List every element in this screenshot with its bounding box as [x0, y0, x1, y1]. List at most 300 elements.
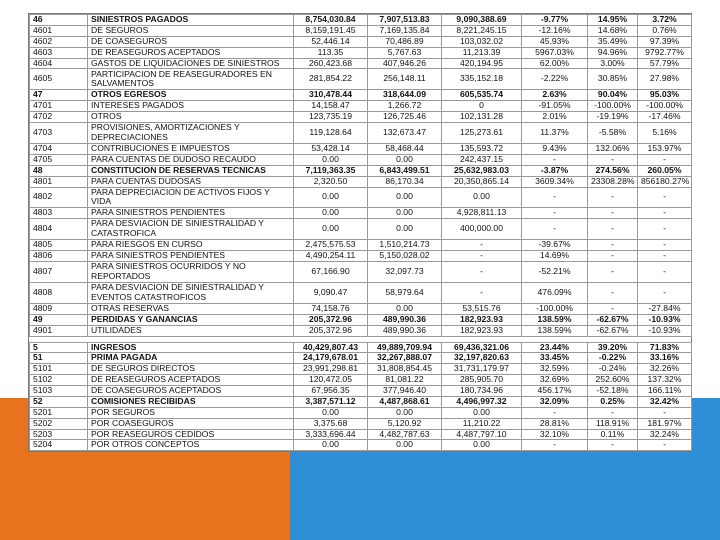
table-row: [30, 15, 692, 26]
account-name-cell: OTROS EGRESOS: [88, 90, 294, 101]
table-row: [30, 176, 692, 187]
value-col1-cell: 67,166.90: [294, 261, 368, 282]
pct-col1-cell: 32.69%: [522, 375, 588, 386]
pct-col1-cell: 3609.34%: [522, 176, 588, 187]
pct-col1-cell: 28.81%: [522, 418, 588, 429]
pct-col2-cell: 14.68%: [588, 25, 638, 36]
account-code-cell: 48: [30, 165, 88, 176]
account-code-cell: 4701: [30, 101, 88, 112]
pct-col2-cell: 0.11%: [588, 429, 638, 440]
value-col2-cell: 7,907,513.83: [368, 15, 442, 26]
pct-col1-cell: -: [522, 208, 588, 219]
value-col2-cell: 0.00: [368, 303, 442, 314]
account-code-cell: 4601: [30, 25, 88, 36]
pct-col3-cell: 27.98%: [638, 69, 692, 90]
table-row: [30, 165, 692, 176]
account-code-cell: 4801: [30, 176, 88, 187]
pct-col3-cell: 33.16%: [638, 353, 692, 364]
value-col1-cell: 0.00: [294, 187, 368, 208]
pct-col3-cell: 9792.77%: [638, 47, 692, 58]
value-col2-cell: 5,150,028.02: [368, 251, 442, 262]
pct-col1-cell: -100.00%: [522, 303, 588, 314]
pct-col1-cell: 138.59%: [522, 314, 588, 325]
value-col1-cell: 3,375.68: [294, 418, 368, 429]
table-row: [30, 407, 692, 418]
pct-col1-cell: 5967.03%: [522, 47, 588, 58]
table-row: [30, 396, 692, 407]
pct-col2-cell: 94.96%: [588, 47, 638, 58]
pct-col2-cell: 3.00%: [588, 58, 638, 69]
value-col2-cell: 132,673.47: [368, 123, 442, 144]
pct-col2-cell: -62.67%: [588, 314, 638, 325]
value-col2-cell: 0.00: [368, 208, 442, 219]
pct-col1-cell: 14.69%: [522, 251, 588, 262]
account-name-cell: DE COASEGUROS ACEPTADOS: [88, 386, 294, 397]
account-code-cell: 4901: [30, 325, 88, 336]
table-row: [30, 123, 692, 144]
pct-col3-cell: -17.46%: [638, 112, 692, 123]
value-col2-cell: 58,468.44: [368, 144, 442, 155]
pct-col3-cell: -: [638, 282, 692, 303]
account-code-cell: 4805: [30, 240, 88, 251]
financial-table: [29, 14, 692, 451]
pct-col3-cell: -27.84%: [638, 303, 692, 314]
value-col1-cell: 53,428.14: [294, 144, 368, 155]
pct-col1-cell: -3.87%: [522, 165, 588, 176]
pct-col3-cell: -: [638, 407, 692, 418]
pct-col1-cell: 32.59%: [522, 364, 588, 375]
table-row: [30, 364, 692, 375]
pct-col3-cell: -: [638, 208, 692, 219]
account-name-cell: PARA SINIESTROS OCURRIDOS Y NO REPORTADOS: [88, 261, 294, 282]
table-row: [30, 314, 692, 325]
table-row: [30, 69, 692, 90]
value-col3-cell: 0: [442, 101, 522, 112]
value-col2-cell: 86,170.34: [368, 176, 442, 187]
pct-col2-cell: -: [588, 219, 638, 240]
account-name-cell: POR SEGUROS: [88, 407, 294, 418]
pct-col3-cell: 260.05%: [638, 165, 692, 176]
pct-col3-cell: 166.11%: [638, 386, 692, 397]
account-name-cell: INTERESES PAGADOS: [88, 101, 294, 112]
value-col3-cell: 11,210.22: [442, 418, 522, 429]
value-col1-cell: 3,387,571.12: [294, 396, 368, 407]
value-col1-cell: 205,372.96: [294, 325, 368, 336]
pct-col2-cell: -52.18%: [588, 386, 638, 397]
pct-col3-cell: 5.16%: [638, 123, 692, 144]
pct-col1-cell: -: [522, 187, 588, 208]
pct-col3-cell: 856180.27%: [638, 176, 692, 187]
pct-col3-cell: 0.76%: [638, 25, 692, 36]
table-row: [30, 342, 692, 353]
account-code-cell: 4804: [30, 219, 88, 240]
pct-col1-cell: -39.67%: [522, 240, 588, 251]
pct-col2-cell: 132.06%: [588, 144, 638, 155]
value-col1-cell: 9,090.47: [294, 282, 368, 303]
account-name-cell: COMISIONES RECIBIDAS: [88, 396, 294, 407]
value-col3-cell: 125,273.61: [442, 123, 522, 144]
table-row: [30, 25, 692, 36]
table-row: [30, 90, 692, 101]
value-col3-cell: 182,923.93: [442, 314, 522, 325]
account-name-cell: GASTOS DE LIQUIDACIONES DE SINIESTROS: [88, 58, 294, 69]
value-col3-cell: 31,731,179.97: [442, 364, 522, 375]
value-col3-cell: 135,593.72: [442, 144, 522, 155]
value-col2-cell: 126,725.46: [368, 112, 442, 123]
account-name-cell: CONTRIBUCIONES E IMPUESTOS: [88, 144, 294, 155]
value-col3-cell: 335,152.18: [442, 69, 522, 90]
pct-col3-cell: 32.26%: [638, 364, 692, 375]
pct-col1-cell: 32.09%: [522, 396, 588, 407]
account-name-cell: INGRESOS: [88, 342, 294, 353]
value-col2-cell: 5,120.92: [368, 418, 442, 429]
account-name-cell: PARTICIPACION DE REASEGURADORES EN SALVAMENTOS: [88, 69, 294, 90]
account-code-cell: 4807: [30, 261, 88, 282]
account-name-cell: PROVISIONES, AMORTIZACIONES Y DEPRECIACIONES: [88, 123, 294, 144]
value-col2-cell: 489,990.36: [368, 314, 442, 325]
table-row: [30, 418, 692, 429]
value-col2-cell: 0.00: [368, 440, 442, 451]
pct-col3-cell: -: [638, 219, 692, 240]
account-name-cell: PARA SINIESTROS PENDIENTES: [88, 208, 294, 219]
table-row: [30, 154, 692, 165]
pct-col2-cell: -: [588, 303, 638, 314]
value-col2-cell: 1,266.72: [368, 101, 442, 112]
pct-col2-cell: 23308.28%: [588, 176, 638, 187]
value-col1-cell: 310,478.44: [294, 90, 368, 101]
value-col1-cell: 3,333,696.44: [294, 429, 368, 440]
pct-col3-cell: 97.39%: [638, 36, 692, 47]
financial-table-sheet: [28, 13, 692, 452]
value-col1-cell: 0.00: [294, 440, 368, 451]
table-row: [30, 112, 692, 123]
pct-col2-cell: -: [588, 261, 638, 282]
account-name-cell: PERDIDAS Y GANANCIAS: [88, 314, 294, 325]
pct-col1-cell: -: [522, 440, 588, 451]
value-col2-cell: 81,081.22: [368, 375, 442, 386]
account-code-cell: 4702: [30, 112, 88, 123]
table-row: [30, 282, 692, 303]
pct-col3-cell: -: [638, 261, 692, 282]
account-code-cell: 5203: [30, 429, 88, 440]
pct-col2-cell: -62.67%: [588, 325, 638, 336]
table-row: [30, 58, 692, 69]
account-code-cell: 4809: [30, 303, 88, 314]
account-code-cell: 4808: [30, 282, 88, 303]
value-col2-cell: 0.00: [368, 187, 442, 208]
account-code-cell: 4605: [30, 69, 88, 90]
value-col3-cell: 25,632,983.03: [442, 165, 522, 176]
pct-col2-cell: -0.24%: [588, 364, 638, 375]
table-row: [30, 208, 692, 219]
account-name-cell: DE SEGUROS: [88, 25, 294, 36]
pct-col2-cell: -: [588, 282, 638, 303]
pct-col2-cell: 14.95%: [588, 15, 638, 26]
pct-col3-cell: -: [638, 154, 692, 165]
value-col3-cell: -: [442, 251, 522, 262]
value-col1-cell: 260,423.68: [294, 58, 368, 69]
pct-col3-cell: 71.83%: [638, 342, 692, 353]
value-col3-cell: 420,194.95: [442, 58, 522, 69]
account-code-cell: 4703: [30, 123, 88, 144]
table-row: [30, 375, 692, 386]
value-col1-cell: 2,475,575.53: [294, 240, 368, 251]
account-name-cell: DE REASEGUROS ACEPTADOS: [88, 375, 294, 386]
account-name-cell: UTILIDADES: [88, 325, 294, 336]
table-row: [30, 251, 692, 262]
pct-col1-cell: 32.10%: [522, 429, 588, 440]
account-code-cell: 51: [30, 353, 88, 364]
account-code-cell: 5202: [30, 418, 88, 429]
value-col2-cell: 70,486.89: [368, 36, 442, 47]
table-row: [30, 101, 692, 112]
pct-col1-cell: -: [522, 219, 588, 240]
pct-col2-cell: -: [588, 208, 638, 219]
value-col2-cell: 32,097.73: [368, 261, 442, 282]
value-col2-cell: 256,148.11: [368, 69, 442, 90]
value-col2-cell: 0.00: [368, 407, 442, 418]
pct-col2-cell: -: [588, 251, 638, 262]
pct-col3-cell: -: [638, 187, 692, 208]
value-col3-cell: 0.00: [442, 187, 522, 208]
value-col3-cell: 605,535.74: [442, 90, 522, 101]
account-code-cell: 4806: [30, 251, 88, 262]
value-col3-cell: 103,032.02: [442, 36, 522, 47]
pct-col1-cell: -: [522, 407, 588, 418]
value-col3-cell: 69,436,321.06: [442, 342, 522, 353]
table-row: [30, 219, 692, 240]
value-col3-cell: 242,437.15: [442, 154, 522, 165]
value-col2-cell: 318,644.09: [368, 90, 442, 101]
table-row: [30, 353, 692, 364]
account-name-cell: DE COASEGUROS: [88, 36, 294, 47]
account-name-cell: PARA DEPRECIACION DE ACTIVOS FIJOS Y VIDA: [88, 187, 294, 208]
value-col3-cell: -: [442, 240, 522, 251]
pct-col1-cell: 62.00%: [522, 58, 588, 69]
pct-col2-cell: 35.49%: [588, 36, 638, 47]
value-col3-cell: 4,487,797.10: [442, 429, 522, 440]
value-col2-cell: 5,767.63: [368, 47, 442, 58]
value-col3-cell: 9,090,388.69: [442, 15, 522, 26]
pct-col1-cell: -2.22%: [522, 69, 588, 90]
pct-col3-cell: -: [638, 251, 692, 262]
account-name-cell: CONSTITUCION DE RESERVAS TECNICAS: [88, 165, 294, 176]
value-col2-cell: 31,808,854.45: [368, 364, 442, 375]
pct-col2-cell: -: [588, 187, 638, 208]
value-col2-cell: 489,990.36: [368, 325, 442, 336]
account-code-cell: 46: [30, 15, 88, 26]
value-col2-cell: 0.00: [368, 219, 442, 240]
account-code-cell: 47: [30, 90, 88, 101]
pct-col1-cell: 45.93%: [522, 36, 588, 47]
account-name-cell: POR OTROS CONCEPTOS: [88, 440, 294, 451]
value-col2-cell: 49,889,709.94: [368, 342, 442, 353]
account-name-cell: PARA CUENTAS DUDOSAS: [88, 176, 294, 187]
value-col1-cell: 8,159,191.45: [294, 25, 368, 36]
value-col1-cell: 0.00: [294, 208, 368, 219]
value-col1-cell: 23,991,298.81: [294, 364, 368, 375]
pct-col3-cell: -10.93%: [638, 314, 692, 325]
pct-col3-cell: -100.00%: [638, 101, 692, 112]
account-code-cell: 4603: [30, 47, 88, 58]
value-col1-cell: 4,490,254.11: [294, 251, 368, 262]
account-code-cell: 5102: [30, 375, 88, 386]
value-col1-cell: 113.35: [294, 47, 368, 58]
value-col1-cell: 24,179,678.01: [294, 353, 368, 364]
pct-col1-cell: -: [522, 154, 588, 165]
value-col2-cell: 4,487,868.61: [368, 396, 442, 407]
value-col3-cell: 102,131.28: [442, 112, 522, 123]
account-name-cell: OTRAS RESERVAS: [88, 303, 294, 314]
account-name-cell: PARA DESVIACION DE SINIESTRALIDAD Y CATASTROFICA: [88, 219, 294, 240]
pct-col1-cell: 138.59%: [522, 325, 588, 336]
pct-col2-cell: -: [588, 154, 638, 165]
value-col2-cell: 0.00: [368, 154, 442, 165]
pct-col2-cell: -19.19%: [588, 112, 638, 123]
account-name-cell: SINIESTROS PAGADOS: [88, 15, 294, 26]
pct-col3-cell: 32.24%: [638, 429, 692, 440]
table-body: [30, 15, 692, 451]
pct-col1-cell: 9.43%: [522, 144, 588, 155]
pct-col3-cell: 57.79%: [638, 58, 692, 69]
account-name-cell: DE SEGUROS DIRECTOS: [88, 364, 294, 375]
table-row: [30, 303, 692, 314]
value-col1-cell: 0.00: [294, 154, 368, 165]
value-col1-cell: 0.00: [294, 407, 368, 418]
pct-col2-cell: -: [588, 407, 638, 418]
account-code-cell: 49: [30, 314, 88, 325]
value-col3-cell: 4,928,811.13: [442, 208, 522, 219]
pct-col3-cell: 95.03%: [638, 90, 692, 101]
account-name-cell: POR REASEGUROS CEDIDOS: [88, 429, 294, 440]
table-row: [30, 261, 692, 282]
value-col2-cell: 1,510,214.73: [368, 240, 442, 251]
account-code-cell: 5103: [30, 386, 88, 397]
value-col3-cell: 4,496,997.32: [442, 396, 522, 407]
pct-col2-cell: -: [588, 240, 638, 251]
pct-col1-cell: -52.21%: [522, 261, 588, 282]
value-col1-cell: 119,128.64: [294, 123, 368, 144]
pct-col2-cell: 39.20%: [588, 342, 638, 353]
pct-col3-cell: 153.97%: [638, 144, 692, 155]
pct-col2-cell: 274.56%: [588, 165, 638, 176]
table-row: [30, 240, 692, 251]
pct-col2-cell: -5.58%: [588, 123, 638, 144]
account-code-cell: 5201: [30, 407, 88, 418]
value-col1-cell: 7,119,363.35: [294, 165, 368, 176]
table-row: [30, 440, 692, 451]
pct-col2-cell: 90.04%: [588, 90, 638, 101]
value-col2-cell: 58,979.64: [368, 282, 442, 303]
pct-col1-cell: 2.63%: [522, 90, 588, 101]
value-col3-cell: -: [442, 261, 522, 282]
account-name-cell: PARA SINIESTROS PENDIENTES: [88, 251, 294, 262]
value-col1-cell: 0.00: [294, 219, 368, 240]
account-code-cell: 4802: [30, 187, 88, 208]
account-name-cell: PARA CUENTAS DE DUDOSO RECAUDO: [88, 154, 294, 165]
account-name-cell: PRIMA PAGADA: [88, 353, 294, 364]
pct-col3-cell: 181.97%: [638, 418, 692, 429]
pct-col3-cell: 137.32%: [638, 375, 692, 386]
table-row: [30, 144, 692, 155]
value-col3-cell: 8,221,245.15: [442, 25, 522, 36]
table-row: [30, 386, 692, 397]
pct-col1-cell: -9.77%: [522, 15, 588, 26]
pct-col3-cell: -: [638, 440, 692, 451]
account-name-cell: OTROS: [88, 112, 294, 123]
value-col2-cell: 4,482,787.63: [368, 429, 442, 440]
account-code-cell: 4604: [30, 58, 88, 69]
value-col1-cell: 40,429,807.43: [294, 342, 368, 353]
pct-col2-cell: -0.22%: [588, 353, 638, 364]
value-col3-cell: 0.00: [442, 440, 522, 451]
pct-col2-cell: 252.60%: [588, 375, 638, 386]
account-code-cell: 5101: [30, 364, 88, 375]
value-col1-cell: 52,446.14: [294, 36, 368, 47]
pct-col2-cell: -100.00%: [588, 101, 638, 112]
pct-col2-cell: -: [588, 440, 638, 451]
value-col3-cell: 20,350,865.14: [442, 176, 522, 187]
value-col2-cell: 6,843,499.51: [368, 165, 442, 176]
pct-col1-cell: 2.01%: [522, 112, 588, 123]
account-code-cell: 52: [30, 396, 88, 407]
value-col3-cell: 32,197,820.63: [442, 353, 522, 364]
value-col1-cell: 205,372.96: [294, 314, 368, 325]
pct-col1-cell: 23.44%: [522, 342, 588, 353]
value-col1-cell: 14,158.47: [294, 101, 368, 112]
account-name-cell: PARA RIESGOS EN CURSO: [88, 240, 294, 251]
value-col2-cell: 32,267,888.07: [368, 353, 442, 364]
account-name-cell: PARA DESVIACION DE SINIESTRALIDAD Y EVENTOS CATASTROFICOS: [88, 282, 294, 303]
value-col3-cell: 285,905.70: [442, 375, 522, 386]
table-row: [30, 187, 692, 208]
value-col1-cell: 120,472.05: [294, 375, 368, 386]
pct-col3-cell: 3.72%: [638, 15, 692, 26]
account-code-cell: 4602: [30, 36, 88, 47]
pct-col3-cell: -: [638, 240, 692, 251]
account-code-cell: 4705: [30, 154, 88, 165]
pct-col2-cell: 118.91%: [588, 418, 638, 429]
value-col3-cell: 0.00: [442, 407, 522, 418]
table-row: [30, 36, 692, 47]
value-col1-cell: 67,956.35: [294, 386, 368, 397]
account-code-cell: 5: [30, 342, 88, 353]
value-col1-cell: 74,158.76: [294, 303, 368, 314]
table-row: [30, 47, 692, 58]
account-name-cell: DE REASEGUROS ACEPTADOS: [88, 47, 294, 58]
value-col3-cell: 400,000.00: [442, 219, 522, 240]
account-code-cell: 4704: [30, 144, 88, 155]
pct-col1-cell: -91.05%: [522, 101, 588, 112]
pct-col2-cell: 0.25%: [588, 396, 638, 407]
value-col1-cell: 8,754,030.84: [294, 15, 368, 26]
account-code-cell: 4803: [30, 208, 88, 219]
pct-col1-cell: 456.17%: [522, 386, 588, 397]
account-name-cell: POR COASEGUROS: [88, 418, 294, 429]
value-col1-cell: 123,735.19: [294, 112, 368, 123]
pct-col1-cell: 476.09%: [522, 282, 588, 303]
value-col2-cell: 7,169,135.84: [368, 25, 442, 36]
table-row: [30, 325, 692, 336]
value-col1-cell: 281,854.22: [294, 69, 368, 90]
value-col3-cell: 53,515.76: [442, 303, 522, 314]
value-col3-cell: 182,923.93: [442, 325, 522, 336]
pct-col1-cell: -12.16%: [522, 25, 588, 36]
pct-col3-cell: -10.93%: [638, 325, 692, 336]
pct-col3-cell: 32.42%: [638, 396, 692, 407]
value-col3-cell: 180,734.96: [442, 386, 522, 397]
value-col1-cell: 2,320.50: [294, 176, 368, 187]
